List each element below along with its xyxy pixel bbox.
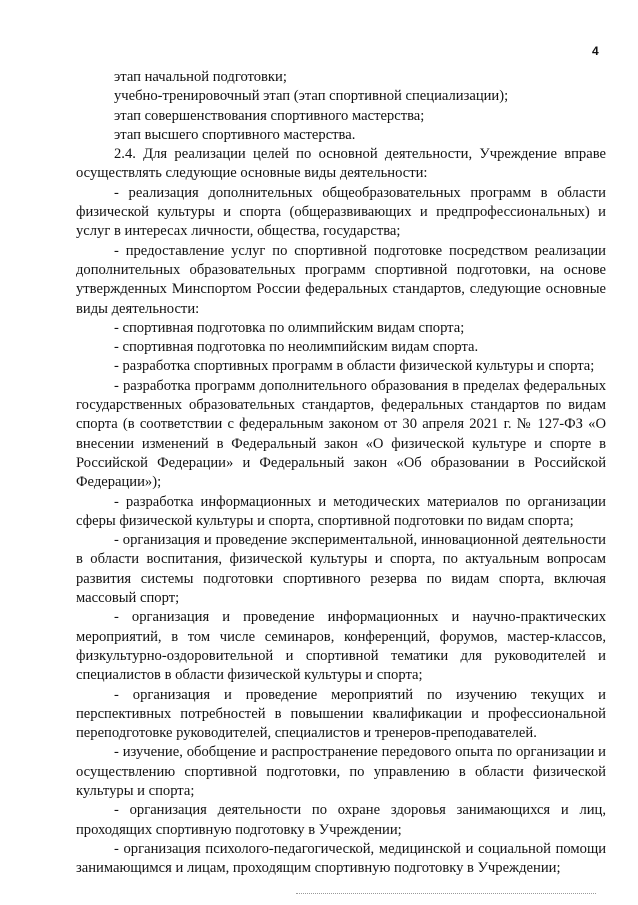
activity-item: - разработка спортивных программ в области физической культуры и спорта; bbox=[114, 358, 595, 375]
activity-item: - изучение, обобщение и распространение передового опыта по организации и осуществлению спортивной подготовки, по управлению в области физической культуры и спорта; bbox=[76, 744, 606, 799]
activity-item: - организация и проведение экспериментальной, инновационной деятельности в области воспитания, физической культуры и спорта, по актуальным вопросам развития системы подготовки спортивного резерва по видам спорта, включая массовый спорт; bbox=[76, 532, 606, 607]
activity-item: - реализация дополнительных общеобразовательных программ в области физической культуры и спорта (общеразвивающих и предпрофессиональных) и услуг в интересах личности, общества, государства; bbox=[76, 184, 606, 240]
activity-item: - разработка информационных и методических материалов по организации сферы физической культуры и спорта, спортивной подготовки по видам спорта; bbox=[76, 493, 606, 529]
activity-item: - предоставление услуг по спортивной подготовке посредством реализации дополнительных образовательных программ спортивной подготовки, на основе утвержденных Минспортом России федеральных стандартов, следующие основные виды деятельности: bbox=[76, 242, 606, 317]
activity-item: - спортивная подготовка по олимпийским видам спорта; bbox=[114, 319, 465, 336]
stage-item-2: учебно-тренировочный этап (этап спортивной специализации); bbox=[114, 88, 509, 105]
activity-item: - спортивная подготовка по неолимпийским видам спорта. bbox=[114, 339, 479, 356]
stage-item-3: этап совершенствования спортивного мастерства; bbox=[114, 107, 425, 124]
footer-divider bbox=[296, 893, 596, 894]
clause-2-4-intro: 2.4. Для реализации целей по основной деятельности, Учреждение вправе осуществлять следующие основные виды деятельности: bbox=[76, 146, 606, 182]
activity-item: - организация психолого-педагогической, медицинской и социальной помощи занимающимся и лицам, проходящим спортивную подготовку в Учреждении; bbox=[76, 840, 606, 877]
stage-item-4: этап высшего спортивного мастерства. bbox=[114, 126, 356, 143]
document-body bbox=[76, 68, 606, 878]
page-number: 4 bbox=[592, 44, 599, 58]
activity-item: - разработка программ дополнительного образования в пределах федеральных государственных образовательных стандартов, федеральных стандартов по видам спорта (в соответствии с федеральным законом от 30 апреля 2021 г. № 127-ФЗ «О внесении изменений в Федеральный закон «О физической культуре и спорте в Российской Федерации» и Федеральный закон «Об образовании в Российской Федерации»); bbox=[76, 377, 606, 491]
activity-item: - организация и проведение информационных и научно-практических мероприятий, в том числе семинаров, конференций, форумов, мастер-классов, физкультурно-оздоровительной и спортивной тематики для руководителей и специалистов в области физической культуры и спорта; bbox=[76, 609, 606, 684]
activity-item: - организация и проведение мероприятий по изучению текущих и перспективных потребностей в повышении квалификации и профессиональной переподготовке руководителей, специалистов и тренеров-преподавателей. bbox=[76, 686, 606, 742]
activity-item: - организация деятельности по охране здоровья занимающихся и лиц, проходящих спортивную подготовку в Учреждении; bbox=[76, 802, 606, 838]
stage-item-1: этап начальной подготовки; bbox=[114, 69, 287, 85]
